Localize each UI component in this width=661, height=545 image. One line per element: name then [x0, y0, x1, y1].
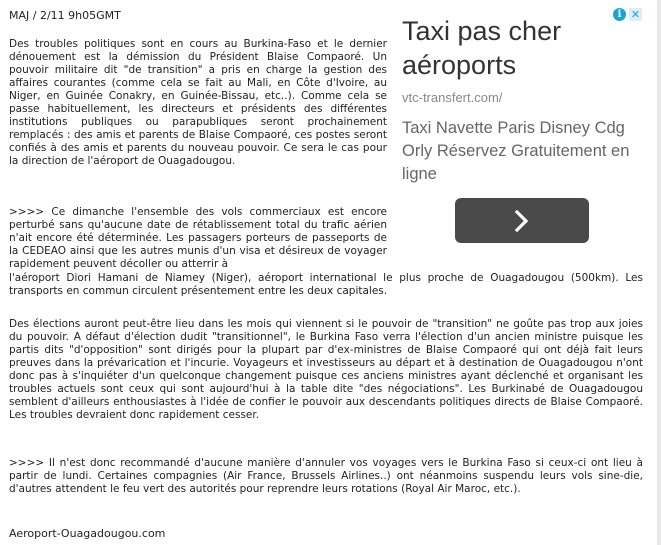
- paragraph-4: >>>> Il n'est donc recommandé d'aucune manière d'annuler vos voyages vers le Burkina Faso si ceux-ci ont lieu à partir de lundi. Certaines compagnies (Air France, Brussels Airlines..) ont néanmoins suspendu leurs vols sine-die, d'autres attendent le feu vert des autorités pour reprendre leurs rotations (Royal Air Maroc, etc.).: [9, 457, 643, 495]
- paragraph-1: Des troubles politiques sont en cours au Burkina-Faso et le dernier dénouement est la démission du Président Blaise Compaoré. Un pouvoir militaire dit "de transition" a pris en charge la gestion des affaires courantes (comme cela se fait au Mali, en Côte d'Ivoire, au Niger, en Guinée Conakry, en Guinée-Bissau, etc..). Comme cela se passe habituellement, les directeurs et présidents des différentes institutions publiques ou parapubliques seront prochainement remplacés : des amis et parents de Blaise Compaoré, ces postes seront confiés à des amis et parents du nouveau pouvoir. Ce sera le cas pour la direction de l'aéroport de Ouagadougou.: [9, 38, 387, 167]
- ad-description[interactable]: Taxi Navette Paris Disney Cdg Orly Réservez Gratuitement en ligne: [402, 119, 630, 183]
- paragraph-2-top: >>>> Ce dimanche l'ensemble des vols commerciaux est encore perturbé sans qu'aucune date de rétablissement total du trafic aérien n'ait encore été déterminée. Les passagers porteurs de passeports de la CEDEAO ainsi que les autres munis d'un visa et désireux de voyager rapidement peuvent décoller ou atterrir à: [9, 206, 387, 270]
- footer-source: Aeroport-Ouagadougou.com: [9, 527, 166, 540]
- ad-domain[interactable]: vtc-transfert.com/: [402, 90, 503, 105]
- chevron-right-icon: [514, 210, 530, 232]
- update-timestamp: MAJ / 2/11 9h05GMT: [9, 9, 121, 22]
- paragraph-3: Des élections auront peut-être lieu dans les mois qui viennent si le pouvoir de "transition" ne goûte pas trop aux joies du pouvoir. A défaut d'élection dudit "transitionnel", le Burkina Faso verra l'élection d'un ancien ministre puisque les partis dits "d'opposition" sont dirigés pour la plupart par d'ex-ministres de Blaise Compaoré qui ont déjà fait leurs preuves dans la prévarication et l'incurie. Voyageurs et investisseurs au départ et à destination de Ouagadougou n'ont donc pas à s'inquiéter d'un quelconque changement puisque ces anciens ministres ayant déclenché et organisant les troubles actuels sont ceux qui sont aujourd'hui à la table dite "des négociations". Les Burkinabé de Ouagadougou semblent d'ailleurs enthousiastes à l'idée de confier le pouvoir aux descendants politiques directs de Blaise Compaoré. Les troubles devraient donc rapidement cesser.: [9, 318, 643, 421]
- scrollbar-edge[interactable]: [657, 0, 661, 545]
- ad-info-icon[interactable]: i: [613, 8, 626, 21]
- paragraph-2-rest: l'aéroport Diori Hamani de Niamey (Niger), aéroport international le plus proche de Ouagadougou (500km). Les transports en commun circulent présentement entre les deux capitales.: [9, 272, 643, 297]
- ad-title[interactable]: Taxi pas cher aéroports: [402, 16, 562, 80]
- ad-next-button[interactable]: [455, 198, 589, 243]
- ad-close-icon[interactable]: ✕: [630, 8, 641, 21]
- advertisement[interactable]: [398, 4, 646, 254]
